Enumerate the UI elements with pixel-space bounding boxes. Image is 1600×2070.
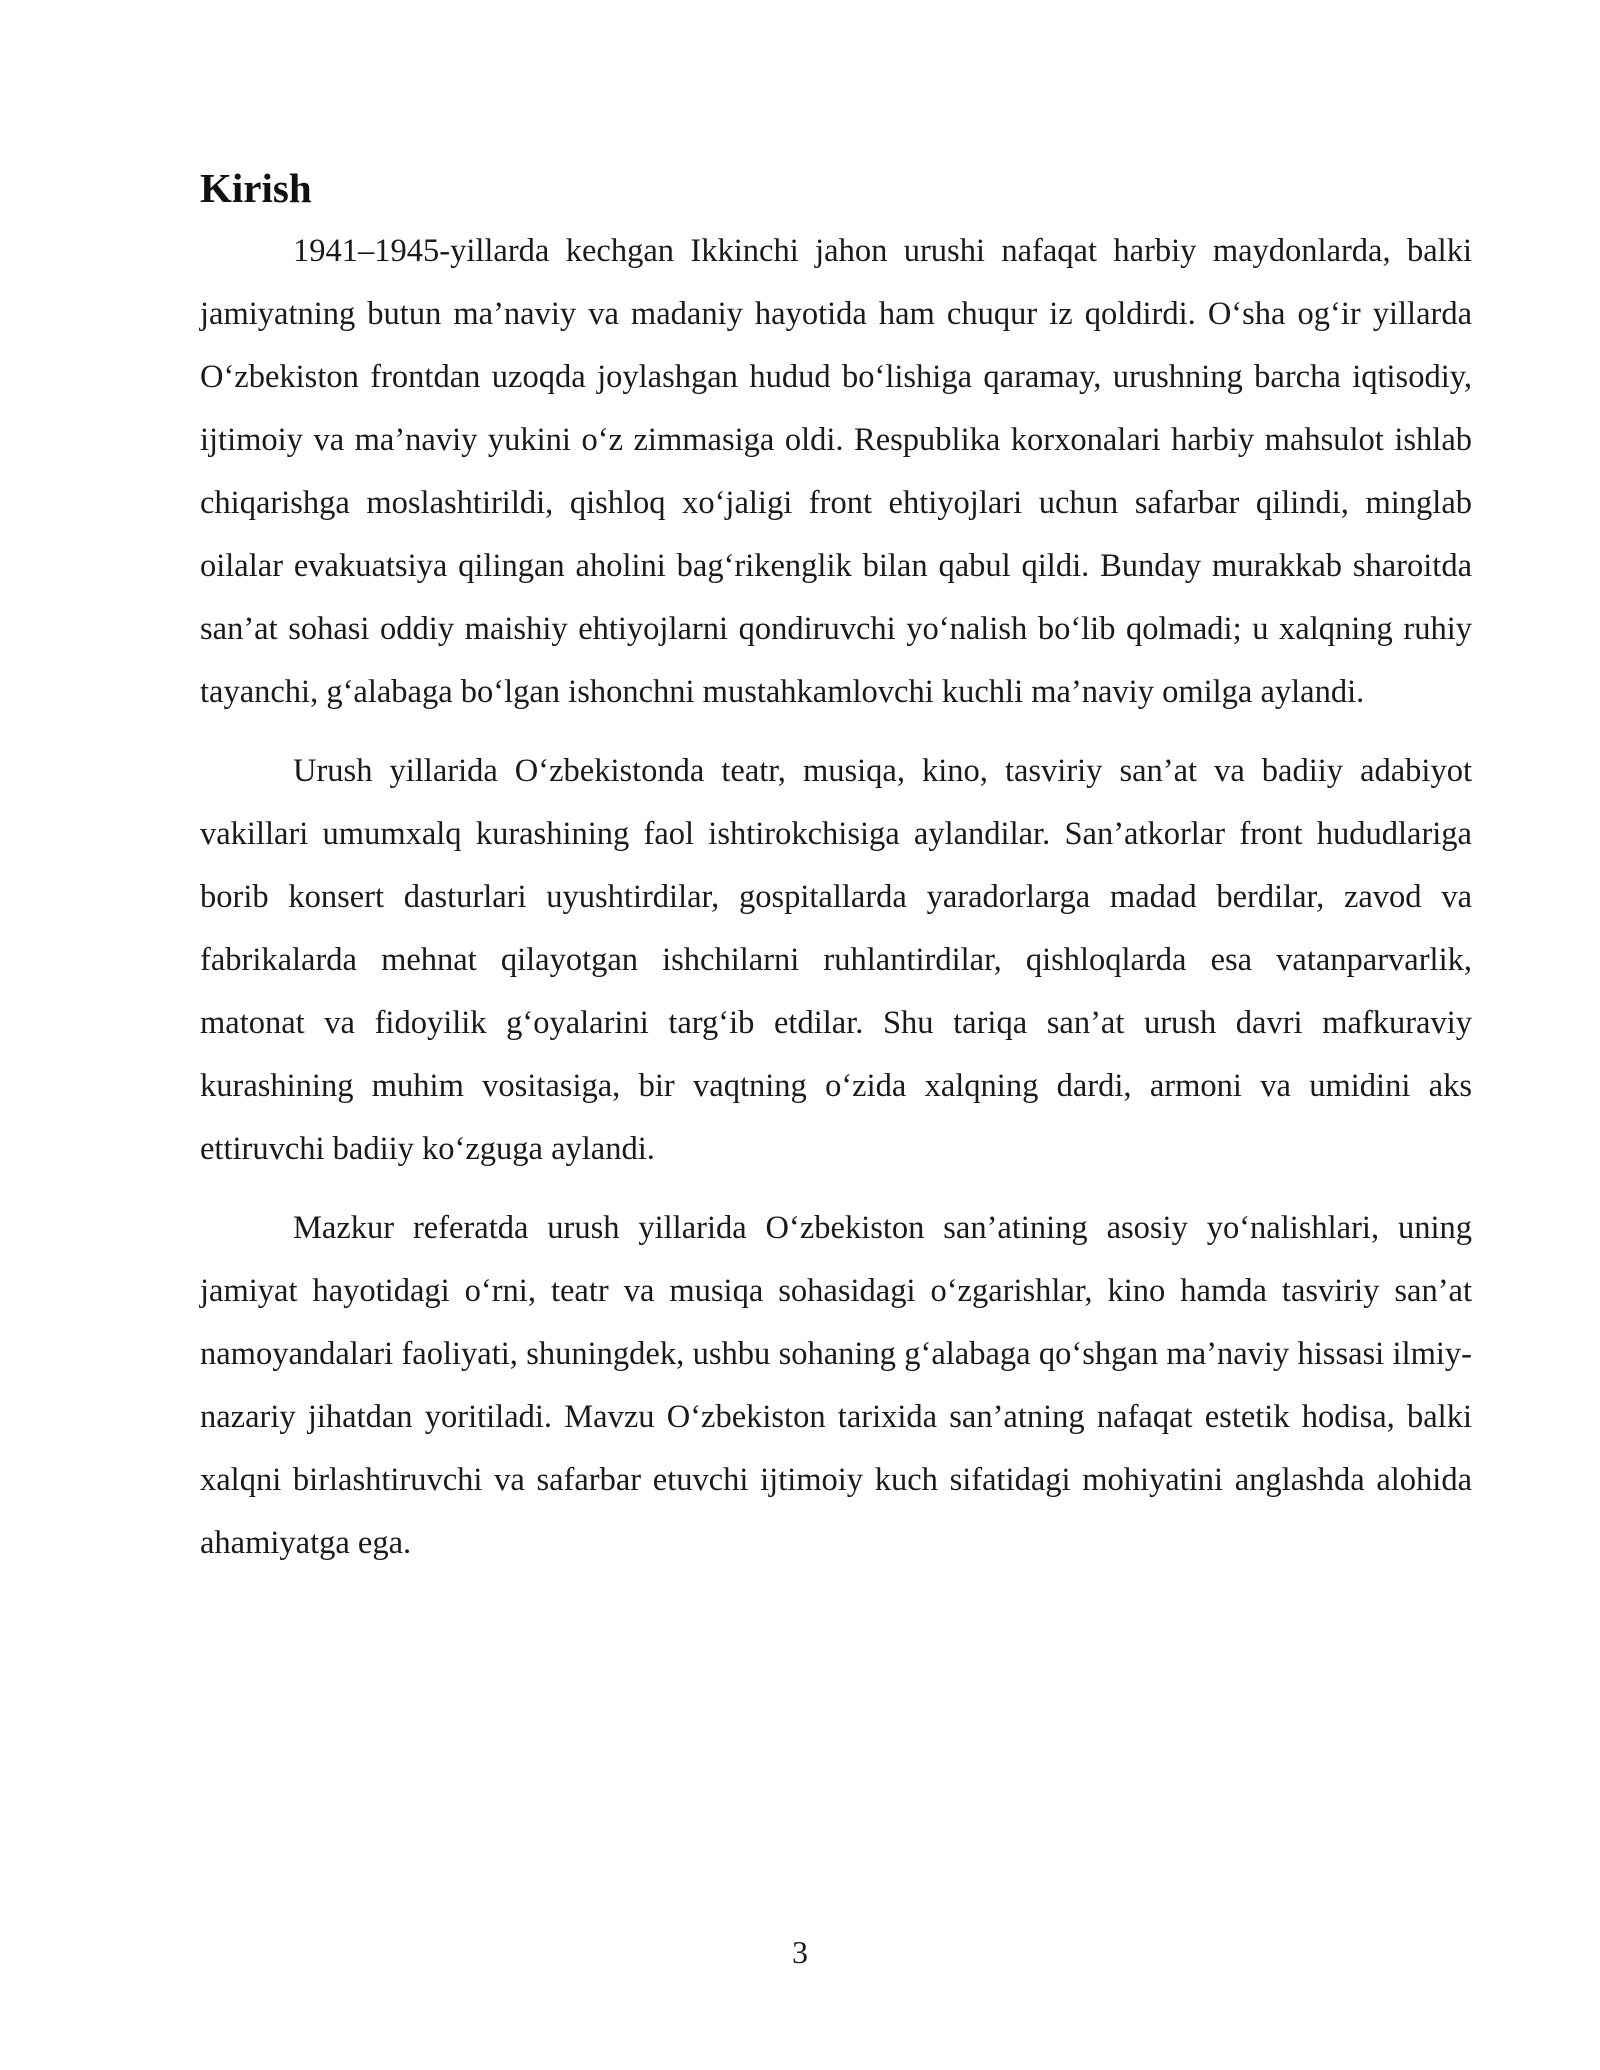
page-content <box>200 160 1472 1591</box>
section-heading: Kirish <box>200 165 312 211</box>
paragraph-1: 1941–1945-yillarda kechgan Ikkinchi jahon urushi nafaqat harbiy maydonlarda, balki jamiyatning butun ma’naviy va madaniy hayotida ham chuqur iz qoldirdi. O‘sha og‘ir yillarda O‘zbekiston frontdan uzoqda joylashgan hudud bo‘lishiga qaramay, urushning barcha iqtisodiy, ijtimoiy va ma’naviy yukini o‘z zimmasiga oldi. Respublika korxonalari harbiy mahsulot ishlab chiqarishga moslashtirildi, qishloq xo‘jaligi front ehtiyojlari uchun safarbar qilindi, minglab oilalar evakuatsiya qilingan aholini bag‘rikenglik bilan qabul qildi. Bunday murakkab sharoitda san’at sohasi oddiy maishiy ehtiyojlarni qondiruvchi yo‘nalish bo‘lib qolmadi; u xalqning ruhiy tayanchi, g‘alabaga bo‘lgan ishonchni mustahkamlovchi kuchli ma’naviy omilga aylandi. <box>200 233 1472 710</box>
page-number: 3 <box>792 1934 808 1970</box>
paragraph-2: Urush yillarida O‘zbekistonda teatr, musiqa, kino, tasviriy san’at va badiiy adabiyot vakillari umumxalq kurashining faol ishtirokchisiga aylandilar. San’atkorlar front hududlariga borib konsert dasturlari uyushtirdilar, gospitallarda yaradorlarga madad berdilar, zavod va fabrikalarda mehnat qilayotgan ishchilarni ruhlantirdilar, qishloqlarda esa vatanparvarlik, matonat va fidoyilik g‘oyalarini targ‘ib etdilar. Shu tariqa san’at urush davri mafkuraviy kurashining muhim vositasiga, bir vaqtning o‘zida xalqning dardi, armoni va umidini aks ettiruvchi badiiy ko‘zguga aylandi. <box>200 753 1472 1167</box>
paragraph-3: Mazkur referatda urush yillarida O‘zbekiston san’atining asosiy yo‘nalishlari, uning jamiyat hayotidagi o‘rni, teatr va musiqa sohasidagi o‘zgarishlar, kino hamda tasviriy san’at namoyandalari faoliyati, shuningdek, ushbu sohaning g‘alabaga qo‘shgan ma’naviy hissasi ilmiy-nazariy jihatdan yoritiladi. Mavzu O‘zbekiston tarixida san’atning nafaqat estetik hodisa, balki xalqni birlashtiruvchi va safarbar etuvchi ijtimoiy kuch sifatidagi mohiyatini anglashda alohida ahamiyatga ega. <box>200 1210 1472 1561</box>
